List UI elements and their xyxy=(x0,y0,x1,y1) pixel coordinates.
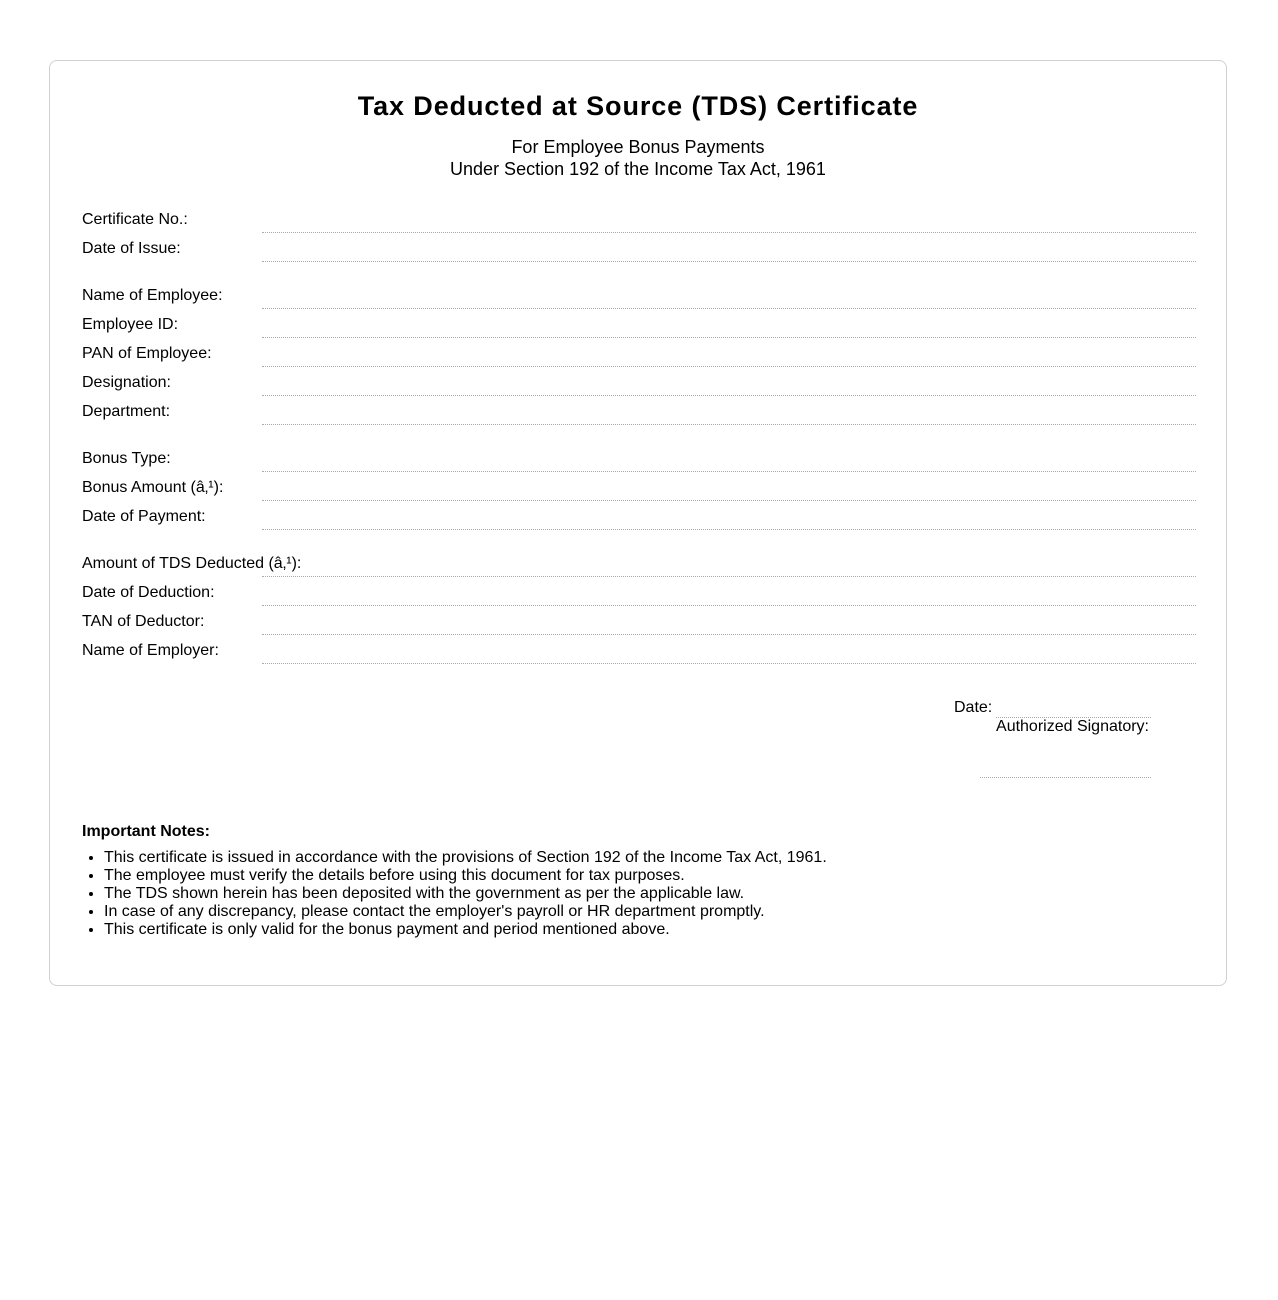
field-blank-line xyxy=(262,634,1196,635)
field-certificate-no xyxy=(82,211,1196,240)
field-blank-line xyxy=(262,471,1196,472)
field-label: Bonus Amount (â‚¹): xyxy=(82,479,224,496)
certificate-title: Tax Deducted at Source (TDS) Certificate xyxy=(357,91,919,121)
field-blank-line xyxy=(262,663,1196,664)
field-name-of-employee xyxy=(82,287,1196,316)
note-item: • The employee must verify the details before using this document for tax purposes. xyxy=(104,867,827,885)
field-blank-line xyxy=(262,261,1196,262)
field-label: Employee ID: xyxy=(82,316,179,333)
certificate-section-reference: Under Section 192 of the Income Tax Act, 1961 xyxy=(450,159,826,179)
field-label: Date of Payment: xyxy=(82,508,206,525)
field-label: Certificate No.: xyxy=(82,211,188,228)
field-blank-line xyxy=(262,424,1196,425)
field-blank-line xyxy=(262,337,1196,338)
field-designation xyxy=(82,374,1196,403)
field-label: Amount of TDS Deducted (â‚¹): xyxy=(82,555,302,572)
note-item: • In case of any discrepancy, please contact the employer's payroll or HR department promptly. xyxy=(104,903,827,921)
certificate-card xyxy=(49,60,1227,986)
field-name-of-employer xyxy=(82,642,1196,671)
field-label: Date of Deduction: xyxy=(82,584,215,601)
field-blank-line xyxy=(262,366,1196,367)
field-label: Name of Employer: xyxy=(82,642,219,659)
notes-list xyxy=(82,849,827,939)
field-bonus-type xyxy=(82,450,1196,479)
notes-title: Important Notes: xyxy=(82,823,210,840)
field-pan-of-employee xyxy=(82,345,1196,374)
field-blank-line xyxy=(262,395,1196,396)
field-date-of-issue xyxy=(82,240,1196,269)
field-label: PAN of Employee: xyxy=(82,345,212,362)
field-amount-tds-deducted xyxy=(82,555,1196,584)
field-employee-id xyxy=(82,316,1196,345)
field-label: TAN of Deductor: xyxy=(82,613,205,630)
field-label: Name of Employee: xyxy=(82,287,223,304)
field-blank-line xyxy=(262,500,1196,501)
field-label: Designation: xyxy=(82,374,171,391)
field-label: Bonus Type: xyxy=(82,450,171,467)
field-label: Date of Issue: xyxy=(82,240,181,257)
field-tan-of-deductor xyxy=(82,613,1196,642)
field-blank-line xyxy=(262,576,1196,577)
field-department xyxy=(82,403,1196,432)
authorized-signatory-label: Authorized Signatory: xyxy=(996,718,1149,735)
field-blank-line xyxy=(262,529,1196,530)
note-item: • This certificate is only valid for the bonus payment and period mentioned above. xyxy=(104,921,827,939)
field-bonus-amount xyxy=(82,479,1196,508)
field-date-of-deduction xyxy=(82,584,1196,613)
field-blank-line xyxy=(262,308,1196,309)
field-label: Department: xyxy=(82,403,171,420)
note-item: • This certificate is issued in accordance with the provisions of Section 192 of the Income Tax Act, 1961. xyxy=(104,849,827,867)
note-item: • The TDS shown herein has been deposited with the government as per the applicable law. xyxy=(104,885,827,903)
certificate-subtitle: For Employee Bonus Payments xyxy=(511,137,765,157)
signature-date-label: Date: xyxy=(954,699,993,716)
field-blank-line xyxy=(262,605,1196,606)
signature-line xyxy=(980,777,1151,778)
field-blank-line xyxy=(262,232,1196,233)
field-date-of-payment xyxy=(82,508,1196,537)
